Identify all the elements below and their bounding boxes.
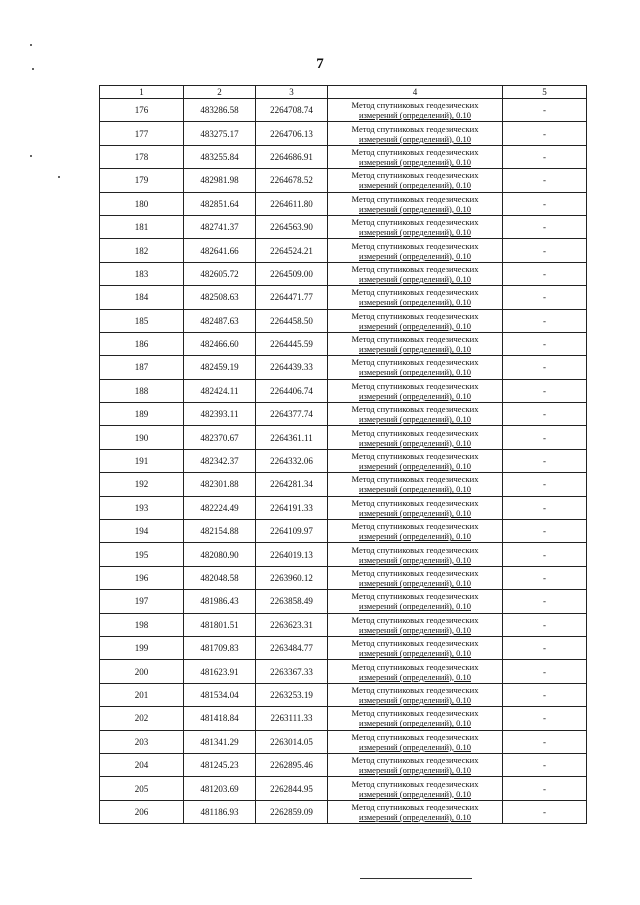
column-header: 5 [503, 86, 587, 99]
table-row [100, 660, 587, 683]
method-line-1: Метод спутниковых геодезических [351, 240, 479, 251]
y-coordinate-cell: 2264509.00 [256, 262, 328, 285]
y-coordinate-cell: 2262844.95 [256, 777, 328, 800]
method-line-1: Метод спутниковых геодезических [351, 263, 479, 274]
y-coordinate-cell: 2264191.33 [256, 496, 328, 519]
table-row [100, 169, 587, 192]
scan-speck [30, 155, 32, 157]
method-line-2: измерений (определений), 0.10 [359, 531, 471, 542]
method-line-2: измерений (определений), 0.10 [359, 811, 471, 822]
table-row [100, 730, 587, 753]
method-line-1: Метод спутниковых геодезических [351, 755, 479, 766]
method-line-2: измерений (определений), 0.10 [359, 671, 471, 682]
method-cell [328, 543, 503, 566]
method-line-2: измерений (определений), 0.10 [359, 648, 471, 659]
column-header: 4 [328, 86, 503, 99]
method-cell [328, 286, 503, 309]
note-cell: - [503, 777, 587, 800]
x-coordinate-cell: 482605.72 [184, 262, 256, 285]
y-coordinate-cell: 2264611.80 [256, 192, 328, 215]
method-line-1: Метод спутниковых геодезических [351, 638, 479, 649]
table-row [100, 613, 587, 636]
x-coordinate-cell: 481418.84 [184, 707, 256, 730]
point-number-cell: 187 [100, 356, 184, 379]
note-cell: - [503, 309, 587, 332]
table-header-row [100, 86, 587, 99]
table-row [100, 99, 587, 122]
note-cell: - [503, 215, 587, 238]
point-number-cell: 185 [100, 309, 184, 332]
point-number-cell: 206 [100, 800, 184, 823]
y-coordinate-cell: 2263484.77 [256, 636, 328, 659]
column-header: 3 [256, 86, 328, 99]
x-coordinate-cell: 482508.63 [184, 286, 256, 309]
method-line-1: Метод спутниковых геодезических [351, 217, 479, 228]
scan-speck [30, 44, 32, 46]
y-coordinate-cell: 2264686.91 [256, 145, 328, 168]
note-cell: - [503, 800, 587, 823]
note-cell: - [503, 262, 587, 285]
note-cell: - [503, 660, 587, 683]
method-line-2: измерений (определений), 0.10 [359, 273, 471, 284]
method-cell [328, 730, 503, 753]
method-line-1: Метод спутниковых геодезических [351, 591, 479, 602]
method-cell [328, 262, 503, 285]
note-cell: - [503, 543, 587, 566]
y-coordinate-cell: 2264332.06 [256, 449, 328, 472]
point-number-cell: 198 [100, 613, 184, 636]
note-cell: - [503, 496, 587, 519]
method-cell [328, 683, 503, 706]
method-line-2: измерений (определений), 0.10 [359, 297, 471, 308]
x-coordinate-cell: 483255.84 [184, 145, 256, 168]
table-row [100, 309, 587, 332]
y-coordinate-cell: 2264439.33 [256, 356, 328, 379]
point-number-cell: 179 [100, 169, 184, 192]
method-line-2: измерений (определений), 0.10 [359, 320, 471, 331]
x-coordinate-cell: 481203.69 [184, 777, 256, 800]
y-coordinate-cell: 2264361.11 [256, 426, 328, 449]
x-coordinate-cell: 482080.90 [184, 543, 256, 566]
table-row [100, 145, 587, 168]
point-number-cell: 192 [100, 473, 184, 496]
method-line-2: измерений (определений), 0.10 [359, 156, 471, 167]
method-line-1: Метод спутниковых геодезических [351, 474, 479, 485]
method-line-2: измерений (определений), 0.10 [359, 461, 471, 472]
x-coordinate-cell: 482459.19 [184, 356, 256, 379]
point-number-cell: 201 [100, 683, 184, 706]
x-coordinate-cell: 482466.60 [184, 332, 256, 355]
table-row [100, 449, 587, 472]
point-number-cell: 196 [100, 566, 184, 589]
point-number-cell: 191 [100, 449, 184, 472]
y-coordinate-cell: 2264019.13 [256, 543, 328, 566]
method-line-2: измерений (определений), 0.10 [359, 133, 471, 144]
method-line-1: Метод спутниковых геодезических [351, 451, 479, 462]
table-row [100, 122, 587, 145]
y-coordinate-cell: 2264377.74 [256, 403, 328, 426]
scan-speck [32, 68, 34, 70]
method-line-1: Метод спутниковых геодезических [351, 544, 479, 555]
table-row [100, 496, 587, 519]
point-number-cell: 205 [100, 777, 184, 800]
table-row [100, 800, 587, 823]
method-line-2: измерений (определений), 0.10 [359, 507, 471, 518]
method-line-2: измерений (определений), 0.10 [359, 694, 471, 705]
y-coordinate-cell: 2264445.59 [256, 332, 328, 355]
table-row [100, 239, 587, 262]
x-coordinate-cell: 482393.11 [184, 403, 256, 426]
method-line-2: измерений (определений), 0.10 [359, 227, 471, 238]
method-line-2: измерений (определений), 0.10 [359, 554, 471, 565]
y-coordinate-cell: 2262859.09 [256, 800, 328, 823]
method-cell [328, 379, 503, 402]
table-row [100, 590, 587, 613]
method-line-1: Метод спутниковых геодезических [351, 801, 479, 812]
method-cell [328, 473, 503, 496]
table-row [100, 379, 587, 402]
table-row [100, 215, 587, 238]
method-line-1: Метод спутниковых геодезических [351, 287, 479, 298]
x-coordinate-cell: 482301.88 [184, 473, 256, 496]
x-coordinate-cell: 483286.58 [184, 99, 256, 122]
table-row [100, 403, 587, 426]
method-cell [328, 566, 503, 589]
x-coordinate-cell: 481245.23 [184, 753, 256, 776]
method-line-2: измерений (определений), 0.10 [359, 110, 471, 121]
note-cell: - [503, 379, 587, 402]
point-number-cell: 181 [100, 215, 184, 238]
method-cell [328, 403, 503, 426]
table-row [100, 473, 587, 496]
method-cell [328, 356, 503, 379]
method-line-2: измерений (определений), 0.10 [359, 414, 471, 425]
note-cell: - [503, 192, 587, 215]
method-cell [328, 660, 503, 683]
point-number-cell: 197 [100, 590, 184, 613]
column-header: 2 [184, 86, 256, 99]
table-row [100, 566, 587, 589]
method-cell [328, 613, 503, 636]
method-line-1: Метод спутниковых геодезических [351, 708, 479, 719]
table-body [100, 86, 587, 824]
point-number-cell: 178 [100, 145, 184, 168]
note-cell: - [503, 426, 587, 449]
method-line-2: измерений (определений), 0.10 [359, 180, 471, 191]
point-number-cell: 202 [100, 707, 184, 730]
method-line-1: Метод спутниковых геодезических [351, 123, 479, 134]
y-coordinate-cell: 2263014.05 [256, 730, 328, 753]
point-number-cell: 195 [100, 543, 184, 566]
table-row [100, 753, 587, 776]
note-cell: - [503, 122, 587, 145]
method-cell [328, 169, 503, 192]
x-coordinate-cell: 481986.43 [184, 590, 256, 613]
table-row [100, 636, 587, 659]
method-line-1: Метод спутниковых геодезических [351, 357, 479, 368]
y-coordinate-cell: 2264563.90 [256, 215, 328, 238]
method-cell [328, 636, 503, 659]
method-line-2: измерений (определений), 0.10 [359, 624, 471, 635]
table-row [100, 777, 587, 800]
note-cell: - [503, 169, 587, 192]
method-line-1: Метод спутниковых геодезических [351, 497, 479, 508]
method-cell [328, 426, 503, 449]
method-line-2: измерений (определений), 0.10 [359, 344, 471, 355]
note-cell: - [503, 403, 587, 426]
note-cell: - [503, 566, 587, 589]
x-coordinate-cell: 482342.37 [184, 449, 256, 472]
method-line-1: Метод спутниковых геодезических [351, 684, 479, 695]
method-line-1: Метод спутниковых геодезических [351, 193, 479, 204]
method-cell [328, 707, 503, 730]
y-coordinate-cell: 2263960.12 [256, 566, 328, 589]
method-line-1: Метод спутниковых геодезических [351, 731, 479, 742]
method-line-1: Метод спутниковых геодезических [351, 661, 479, 672]
method-line-1: Метод спутниковых геодезических [351, 568, 479, 578]
y-coordinate-cell: 2264109.97 [256, 520, 328, 543]
method-line-2: измерений (определений), 0.10 [359, 437, 471, 448]
x-coordinate-cell: 482851.64 [184, 192, 256, 215]
scan-speck [58, 176, 60, 178]
point-number-cell: 176 [100, 99, 184, 122]
coordinates-table [99, 85, 587, 824]
method-line-1: Метод спутниковых геодезических [351, 404, 479, 415]
point-number-cell: 204 [100, 753, 184, 776]
x-coordinate-cell: 482370.67 [184, 426, 256, 449]
note-cell: - [503, 636, 587, 659]
x-coordinate-cell: 482154.88 [184, 520, 256, 543]
method-line-1: Метод спутниковых геодезических [351, 614, 479, 625]
y-coordinate-cell: 2262895.46 [256, 753, 328, 776]
table-row [100, 683, 587, 706]
column-header: 1 [100, 86, 184, 99]
x-coordinate-cell: 481801.51 [184, 613, 256, 636]
table-row [100, 426, 587, 449]
page-number: 7 [316, 56, 324, 72]
method-line-2: измерений (определений), 0.10 [359, 578, 471, 588]
note-cell: - [503, 590, 587, 613]
method-cell [328, 496, 503, 519]
method-line-1: Метод спутниковых геодезических [351, 146, 479, 157]
x-coordinate-cell: 482741.37 [184, 215, 256, 238]
point-number-cell: 194 [100, 520, 184, 543]
y-coordinate-cell: 2264708.74 [256, 99, 328, 122]
table-row [100, 286, 587, 309]
method-line-2: измерений (определений), 0.10 [359, 765, 471, 776]
y-coordinate-cell: 2263858.49 [256, 590, 328, 613]
point-number-cell: 189 [100, 403, 184, 426]
table-row [100, 262, 587, 285]
note-cell: - [503, 239, 587, 262]
point-number-cell: 186 [100, 332, 184, 355]
point-number-cell: 188 [100, 379, 184, 402]
y-coordinate-cell: 2264524.21 [256, 239, 328, 262]
method-cell [328, 239, 503, 262]
point-number-cell: 193 [100, 496, 184, 519]
point-number-cell: 203 [100, 730, 184, 753]
note-cell: - [503, 473, 587, 496]
method-line-2: измерений (определений), 0.10 [359, 203, 471, 214]
method-line-2: измерений (определений), 0.10 [359, 788, 471, 799]
y-coordinate-cell: 2264678.52 [256, 169, 328, 192]
point-number-cell: 183 [100, 262, 184, 285]
note-cell: - [503, 683, 587, 706]
y-coordinate-cell: 2263253.19 [256, 683, 328, 706]
point-number-cell: 184 [100, 286, 184, 309]
method-cell [328, 449, 503, 472]
method-line-1: Метод спутниковых геодезических [351, 170, 479, 181]
method-line-2: измерений (определений), 0.10 [359, 250, 471, 261]
x-coordinate-cell: 482641.66 [184, 239, 256, 262]
method-line-2: измерений (определений), 0.10 [359, 718, 471, 729]
method-line-1: Метод спутниковых геодезических [351, 334, 479, 345]
y-coordinate-cell: 2264471.77 [256, 286, 328, 309]
table-row [100, 543, 587, 566]
method-cell [328, 122, 503, 145]
x-coordinate-cell: 482048.58 [184, 566, 256, 589]
method-line-1: Метод спутниковых геодезических [351, 521, 479, 532]
point-number-cell: 177 [100, 122, 184, 145]
method-line-1: Метод спутниковых геодезических [351, 778, 479, 789]
method-line-2: измерений (определений), 0.10 [359, 601, 471, 612]
x-coordinate-cell: 482224.49 [184, 496, 256, 519]
x-coordinate-cell: 481709.83 [184, 636, 256, 659]
method-line-1: Метод спутниковых геодезических [351, 100, 479, 111]
x-coordinate-cell: 482424.11 [184, 379, 256, 402]
method-cell [328, 800, 503, 823]
point-number-cell: 190 [100, 426, 184, 449]
point-number-cell: 199 [100, 636, 184, 659]
note-cell: - [503, 753, 587, 776]
x-coordinate-cell: 482487.63 [184, 309, 256, 332]
x-coordinate-cell: 481623.91 [184, 660, 256, 683]
note-cell: - [503, 99, 587, 122]
point-number-cell: 200 [100, 660, 184, 683]
table-row [100, 332, 587, 355]
method-cell [328, 192, 503, 215]
method-cell [328, 332, 503, 355]
method-cell [328, 520, 503, 543]
y-coordinate-cell: 2263111.33 [256, 707, 328, 730]
method-cell [328, 145, 503, 168]
y-coordinate-cell: 2263367.33 [256, 660, 328, 683]
note-cell: - [503, 613, 587, 636]
method-cell [328, 753, 503, 776]
table-row [100, 520, 587, 543]
note-cell: - [503, 707, 587, 730]
method-line-2: измерений (определений), 0.10 [359, 390, 471, 401]
method-cell [328, 590, 503, 613]
point-number-cell: 182 [100, 239, 184, 262]
y-coordinate-cell: 2264706.13 [256, 122, 328, 145]
x-coordinate-cell: 481186.93 [184, 800, 256, 823]
footer-rule [360, 878, 472, 879]
note-cell: - [503, 332, 587, 355]
method-line-1: Метод спутниковых геодезических [351, 310, 479, 321]
x-coordinate-cell: 482981.98 [184, 169, 256, 192]
y-coordinate-cell: 2264458.50 [256, 309, 328, 332]
method-line-1: Метод спутниковых геодезических [351, 380, 479, 391]
table-row [100, 356, 587, 379]
note-cell: - [503, 286, 587, 309]
note-cell: - [503, 730, 587, 753]
method-line-2: измерений (определений), 0.10 [359, 484, 471, 495]
note-cell: - [503, 145, 587, 168]
method-cell [328, 777, 503, 800]
y-coordinate-cell: 2263623.31 [256, 613, 328, 636]
method-cell [328, 99, 503, 122]
x-coordinate-cell: 483275.17 [184, 122, 256, 145]
x-coordinate-cell: 481534.04 [184, 683, 256, 706]
table-row [100, 192, 587, 215]
method-cell [328, 309, 503, 332]
note-cell: - [503, 449, 587, 472]
note-cell: - [503, 520, 587, 543]
x-coordinate-cell: 481341.29 [184, 730, 256, 753]
method-cell [328, 215, 503, 238]
method-line-2: измерений (определений), 0.10 [359, 741, 471, 752]
y-coordinate-cell: 2264406.74 [256, 379, 328, 402]
table-row [100, 707, 587, 730]
method-line-2: измерений (определений), 0.10 [359, 367, 471, 378]
note-cell: - [503, 356, 587, 379]
point-number-cell: 180 [100, 192, 184, 215]
y-coordinate-cell: 2264281.34 [256, 473, 328, 496]
method-line-1: Метод спутниковых геодезических [351, 427, 479, 438]
